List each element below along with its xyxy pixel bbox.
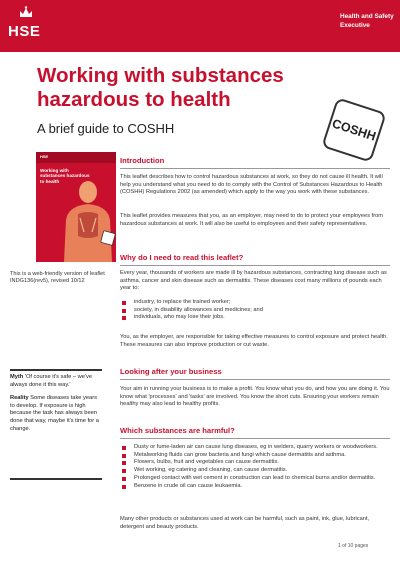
cover-logo-text: HSE <box>40 154 49 159</box>
body-illustration-icon <box>54 180 116 262</box>
logo-text: HSE <box>8 23 41 40</box>
bullet-square-icon <box>122 454 126 458</box>
cover-title: Working with substances hazardous to health <box>40 168 90 184</box>
bullet-square-icon <box>122 469 126 473</box>
brand-line-2: Executive <box>340 22 370 29</box>
header-bar <box>0 0 400 52</box>
myth-text: 'Of course it's safe – we've always done it this way.' <box>10 374 92 388</box>
bullet-square-icon <box>122 477 126 481</box>
leaflet-cover-image <box>36 152 116 262</box>
list-item: industry, to replace the trained worker; <box>120 299 390 307</box>
introduction-heading: Introduction <box>120 156 165 165</box>
list-item: Wet working, eg catering and cleaning, can cause dermatitis. <box>120 467 390 475</box>
list-item: Dusty or fume-laden air can cause lung diseases, eg in welders, quarry workers or woodworkers. <box>120 444 390 452</box>
reality-text: Some diseases take years to develop. If exposure is high because the task has always been done that way, maybe it's time for a change. <box>10 395 99 432</box>
page-title <box>37 64 337 112</box>
web-version-note: This is a web-friendly version of leaflet INDG136(rev5), revised 10/12 <box>10 271 105 285</box>
title-line-2: hazardous to health <box>37 88 231 111</box>
list-item: Benzene in crude oil can cause leukaemia. <box>120 483 390 491</box>
bullet-square-icon <box>122 485 126 489</box>
list-item: Prolonged contact with wet cement in construction can lead to chemical burns and/or dermatitis. <box>120 475 390 483</box>
list-item: Flowers, bulbs, fruit and vegetables can cause dermatitis. <box>120 459 390 467</box>
intro-paragraph-1: This leaflet describes how to control hazardous substances at work, so they do not cause ill health. It will help you understand what you need to do to comply with the Control of Substances Hazardous to Health (COSHH) Regulations 2002 (as amended) which apply to the way you work with these substances. <box>120 174 383 196</box>
myth-label: Myth <box>10 374 24 380</box>
bullet-square-icon <box>122 461 126 465</box>
harmful-heading: Which substances are harmful? <box>120 426 235 435</box>
harmful-paragraph: Many other products or substances used at work can be harmful, such as paint, ink, glue, lubricant, detergent and beauty products. <box>120 516 370 530</box>
section-divider <box>120 379 390 380</box>
list-item: individuals, who may lose their jobs. <box>120 314 390 322</box>
section-divider <box>120 168 390 169</box>
bullet-square-icon <box>122 446 126 450</box>
why-paragraph-2: You, as the employer, are responsible for taking effective measures to control exposure and protect health. These measures can also improve production or cut waste. <box>120 334 388 348</box>
list-item: Metalworking fluids can grow bacteria and fungi which cause dermatitis and asthma. <box>120 452 390 460</box>
page-number: 1 of 10 pages <box>338 543 369 549</box>
business-paragraph: Your aim in running your business is to make a profit. You know what you do, and how you are doing it. You know what 'processes' and 'tasks' are involved. You know the short cuts. Ensuring your workers remain healthy may also lead to healthy profits. <box>120 386 390 408</box>
bullet-square-icon <box>122 316 126 320</box>
brand-name <box>340 12 398 30</box>
hse-logo <box>8 6 44 46</box>
stamp-text: COSHH <box>330 116 378 144</box>
reality-label: Reality <box>10 395 29 402</box>
section-divider <box>120 438 390 439</box>
business-heading: Looking after your business <box>120 367 222 376</box>
harmful-list <box>120 444 390 490</box>
page-subtitle: A brief guide to COSHH <box>37 121 175 136</box>
why-heading: Why do I need to read this leaflet? <box>120 253 244 262</box>
crown-icon <box>19 6 33 18</box>
cost-list <box>120 299 390 322</box>
bullet-square-icon <box>122 309 126 313</box>
bullet-square-icon <box>122 301 126 305</box>
brand-line-1: Health and Safety <box>340 13 394 20</box>
intro-paragraph-2: This leaflet provides measures that you, as an employer, may need to do to protect your employees from hazardous substances at work. It will also be useful to employees and their safety representatives. <box>120 213 384 227</box>
why-paragraph-1: Every year, thousands of workers are made ill by hazardous substances, contracting lung disease such as asthma, cancer and skin disease such as dermatitis. These diseases cost many millions of pounds each year to: <box>120 270 387 292</box>
title-line-1: Working with substances <box>37 64 284 87</box>
myth-reality-box <box>10 369 102 480</box>
list-item: society, in disability allowances and medicines; and <box>120 307 390 315</box>
section-divider <box>120 265 390 266</box>
